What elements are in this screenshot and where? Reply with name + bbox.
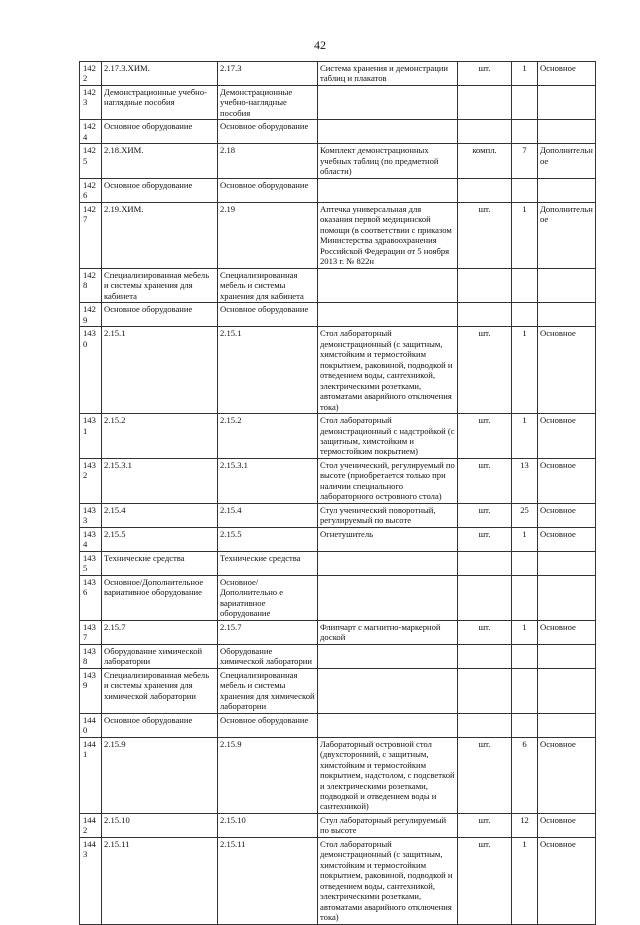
- row-reference: 2.15.11: [218, 837, 318, 924]
- row-quantity: 12: [512, 813, 538, 837]
- row-unit: [458, 713, 512, 737]
- row-unit: шт.: [458, 527, 512, 551]
- row-reference: 2.15.4: [218, 503, 318, 527]
- row-quantity: [512, 575, 538, 620]
- row-unit: [458, 268, 512, 302]
- table-row: [80, 575, 596, 620]
- row-code: Демонстрационные учебно-наглядные пособия: [102, 85, 218, 119]
- table-row: [80, 668, 596, 713]
- table-row: [80, 202, 596, 268]
- row-quantity: 25: [512, 503, 538, 527]
- row-number: 1422: [80, 62, 102, 86]
- row-unit: [458, 644, 512, 668]
- row-type: Основное: [538, 813, 596, 837]
- row-code: Специализированная мебель и системы хранения для химической лаборатории: [102, 668, 218, 713]
- row-reference: 2.15.3.1: [218, 458, 318, 503]
- row-code: Основное оборудование: [102, 178, 218, 202]
- row-type: Основное: [538, 62, 596, 86]
- row-quantity: [512, 551, 538, 575]
- row-code: 2.15.10: [102, 813, 218, 837]
- table-row: [80, 178, 596, 202]
- row-code: 2.17.3.ХИМ.: [102, 62, 218, 86]
- row-type: Дополнительное: [538, 202, 596, 268]
- row-unit: шт.: [458, 620, 512, 644]
- row-quantity: 13: [512, 458, 538, 503]
- row-type: [538, 644, 596, 668]
- row-number: 1432: [80, 458, 102, 503]
- row-name: [318, 268, 458, 302]
- row-type: [538, 120, 596, 144]
- row-quantity: [512, 120, 538, 144]
- row-code: 2.15.9: [102, 737, 218, 813]
- row-number: 1442: [80, 813, 102, 837]
- row-reference: Основное оборудование: [218, 713, 318, 737]
- row-number: 1434: [80, 527, 102, 551]
- table-row: [80, 503, 596, 527]
- row-name: [318, 644, 458, 668]
- row-name: Стол лабораторный демонстрационный с надстройкой (с защитным, химстойким и термостойким покрытием): [318, 414, 458, 459]
- row-code: Основное/Дополнительное вариативное оборудование: [102, 575, 218, 620]
- table-row: [80, 144, 596, 178]
- row-number: 1437: [80, 620, 102, 644]
- row-unit: [458, 303, 512, 327]
- row-code: 2.19.ХИМ.: [102, 202, 218, 268]
- row-code: 2.15.11: [102, 837, 218, 924]
- table-row: [80, 268, 596, 302]
- row-code: 2.15.2: [102, 414, 218, 459]
- row-unit: шт.: [458, 813, 512, 837]
- equipment-table: [79, 61, 596, 925]
- row-name: [318, 303, 458, 327]
- row-number: 1431: [80, 414, 102, 459]
- table-row: [80, 737, 596, 813]
- row-unit: шт.: [458, 414, 512, 459]
- row-name: Флипчарт с магнитно-маркерной доской: [318, 620, 458, 644]
- row-type: [538, 303, 596, 327]
- row-type: Основное: [538, 503, 596, 527]
- table-row: [80, 620, 596, 644]
- row-number: 1423: [80, 85, 102, 119]
- row-name: Аптечка универсальная для оказания первой медицинской помощи (в соответствии с приказом Министерства здравоохранения Российской Федерации от 5 ноября 2013 г. № 822н: [318, 202, 458, 268]
- table-row: [80, 120, 596, 144]
- row-code: Технические средства: [102, 551, 218, 575]
- row-reference: 2.15.1: [218, 327, 318, 414]
- row-quantity: 1: [512, 527, 538, 551]
- row-code: Оборудование химической лаборатории: [102, 644, 218, 668]
- row-number: 1438: [80, 644, 102, 668]
- row-unit: шт.: [458, 837, 512, 924]
- row-quantity: [512, 303, 538, 327]
- table-row: [80, 458, 596, 503]
- row-unit: шт.: [458, 737, 512, 813]
- table-row: [80, 813, 596, 837]
- row-quantity: 1: [512, 414, 538, 459]
- row-reference: 2.15.5: [218, 527, 318, 551]
- row-unit: [458, 178, 512, 202]
- row-reference: Специализированная мебель и системы хранения для кабинета: [218, 268, 318, 302]
- row-type: Основное: [538, 620, 596, 644]
- row-unit: шт.: [458, 327, 512, 414]
- row-unit: [458, 551, 512, 575]
- row-name: [318, 120, 458, 144]
- table-row: [80, 551, 596, 575]
- row-type: Основное: [538, 527, 596, 551]
- row-name: [318, 178, 458, 202]
- row-type: Основное: [538, 327, 596, 414]
- row-name: Лабораторный островной стол (двухсторонний, с защитным, химстойким и термостойким покрытием, надстолом, с подсветкой и электрическими розетками, подводкой и отведением воды и сантехникой): [318, 737, 458, 813]
- row-name: [318, 575, 458, 620]
- row-name: [318, 713, 458, 737]
- row-name: [318, 551, 458, 575]
- row-unit: [458, 120, 512, 144]
- table-row: [80, 62, 596, 86]
- row-quantity: 7: [512, 144, 538, 178]
- row-name: Стол лабораторный демонстрационный (с защитным, химстойким и термостойким покрытием, раковиной, подводкой и отведением воды, сантехникой, электрическими розетками, автоматами аварийного отключения тока): [318, 837, 458, 924]
- row-reference: 2.19: [218, 202, 318, 268]
- row-name: Стол ученический, регулируемый по высоте (приобретается только при наличии специального лабораторного островного стола): [318, 458, 458, 503]
- row-reference: Основное оборудование: [218, 178, 318, 202]
- row-quantity: 1: [512, 62, 538, 86]
- row-unit: шт.: [458, 458, 512, 503]
- row-name: [318, 668, 458, 713]
- row-reference: Демонстрационные учебно-наглядные пособия: [218, 85, 318, 119]
- row-number: 1443: [80, 837, 102, 924]
- row-number: 1435: [80, 551, 102, 575]
- row-reference: Технические средства: [218, 551, 318, 575]
- row-type: [538, 713, 596, 737]
- row-quantity: [512, 85, 538, 119]
- row-unit: шт.: [458, 62, 512, 86]
- row-type: Основное: [538, 737, 596, 813]
- row-number: 1430: [80, 327, 102, 414]
- row-code: Основное оборудование: [102, 303, 218, 327]
- row-quantity: 1: [512, 620, 538, 644]
- table-row: [80, 303, 596, 327]
- table-row: [80, 327, 596, 414]
- row-type: Дополнительное: [538, 144, 596, 178]
- page-number: 42: [314, 38, 326, 52]
- row-reference: Основное оборудование: [218, 120, 318, 144]
- row-code: Специализированная мебель и системы хранения для кабинета: [102, 268, 218, 302]
- row-reference: 2.15.7: [218, 620, 318, 644]
- table-row: [80, 644, 596, 668]
- table-row: [80, 414, 596, 459]
- row-quantity: [512, 713, 538, 737]
- row-type: [538, 268, 596, 302]
- row-code: Основное оборудование: [102, 120, 218, 144]
- row-reference: 2.15.10: [218, 813, 318, 837]
- row-name: Стол лабораторный демонстрационный (с защитным, химстойким и термостойким покрытием, раковиной, подводкой и отведением воды, сантехникой, электрическими розетками, автоматами аварийного отключения тока): [318, 327, 458, 414]
- row-quantity: [512, 668, 538, 713]
- row-quantity: 6: [512, 737, 538, 813]
- row-quantity: [512, 644, 538, 668]
- row-code: Основное оборудование: [102, 713, 218, 737]
- row-reference: 2.18: [218, 144, 318, 178]
- row-quantity: 1: [512, 837, 538, 924]
- row-number: 1425: [80, 144, 102, 178]
- row-type: [538, 551, 596, 575]
- row-type: Основное: [538, 837, 596, 924]
- row-name: Система хранения и демонстрации таблиц и плакатов: [318, 62, 458, 86]
- row-type: [538, 85, 596, 119]
- table-body: [80, 62, 596, 925]
- row-reference: 2.17.3: [218, 62, 318, 86]
- table-row: [80, 527, 596, 551]
- row-reference: Специализированная мебель и системы хранения для химической лаборатории: [218, 668, 318, 713]
- row-number: 1427: [80, 202, 102, 268]
- table-row: [80, 85, 596, 119]
- row-quantity: [512, 268, 538, 302]
- row-number: 1436: [80, 575, 102, 620]
- row-number: 1440: [80, 713, 102, 737]
- row-reference: 2.15.2: [218, 414, 318, 459]
- row-quantity: 1: [512, 327, 538, 414]
- row-name: [318, 85, 458, 119]
- row-code: 2.15.5: [102, 527, 218, 551]
- row-number: 1441: [80, 737, 102, 813]
- row-code: 2.18.ХИМ.: [102, 144, 218, 178]
- table-row: [80, 713, 596, 737]
- row-reference: Основное/Дополнительно е вариативное оборудование: [218, 575, 318, 620]
- row-reference: 2.15.9: [218, 737, 318, 813]
- row-type: Основное: [538, 414, 596, 459]
- row-unit: [458, 668, 512, 713]
- row-code: 2.15.1: [102, 327, 218, 414]
- row-reference: Основное оборудование: [218, 303, 318, 327]
- row-quantity: [512, 178, 538, 202]
- row-number: 1428: [80, 268, 102, 302]
- row-type: Основное: [538, 458, 596, 503]
- row-number: 1426: [80, 178, 102, 202]
- row-type: [538, 575, 596, 620]
- row-number: 1424: [80, 120, 102, 144]
- row-quantity: 1: [512, 202, 538, 268]
- row-type: [538, 668, 596, 713]
- row-name: Стул лабораторный регулируемый по высоте: [318, 813, 458, 837]
- row-name: Огнетушитель: [318, 527, 458, 551]
- row-reference: Оборудование химической лаборатории: [218, 644, 318, 668]
- row-code: 2.15.7: [102, 620, 218, 644]
- row-unit: [458, 85, 512, 119]
- row-name: Комплект демонстрационных учебных таблиц (по предметной области): [318, 144, 458, 178]
- row-type: [538, 178, 596, 202]
- row-code: 2.15.4: [102, 503, 218, 527]
- row-number: 1433: [80, 503, 102, 527]
- row-unit: [458, 575, 512, 620]
- row-unit: шт.: [458, 202, 512, 268]
- row-unit: компл.: [458, 144, 512, 178]
- row-code: 2.15.3.1: [102, 458, 218, 503]
- row-name: Стул ученический поворотный, регулируемый по высоте: [318, 503, 458, 527]
- row-number: 1439: [80, 668, 102, 713]
- table-row: [80, 837, 596, 924]
- row-unit: шт.: [458, 503, 512, 527]
- row-number: 1429: [80, 303, 102, 327]
